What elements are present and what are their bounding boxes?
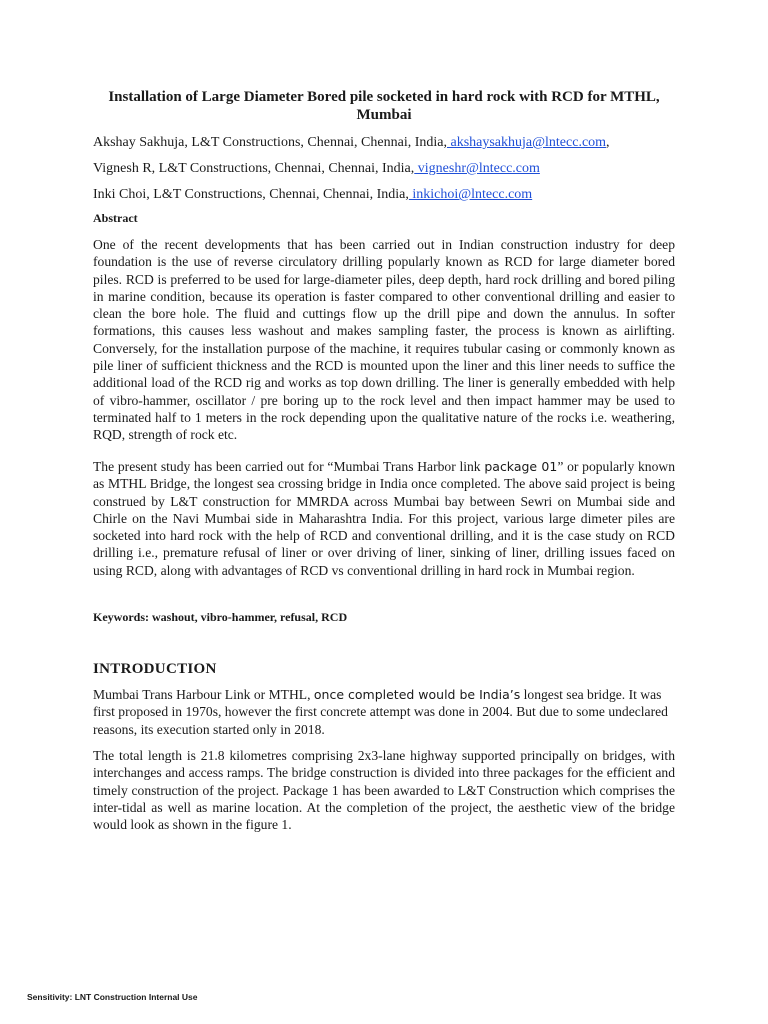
intro-paragraph <box>93 686 675 738</box>
keywords-line: Keywords: washout, vibro-hammer, refusal, RCD <box>93 610 348 624</box>
abstract-text: The present study has been carried out for “Mumbai Trans Harbor link <box>93 459 485 474</box>
package-label: package 01 <box>484 459 558 474</box>
abstract-paragraph <box>93 458 675 579</box>
abstract-heading: Abstract <box>93 211 138 225</box>
section-heading: INTRODUCTION <box>93 661 217 677</box>
sensitivity-footer: Sensitivity: LNT Construction Internal Use <box>27 992 198 1002</box>
author-email-link[interactable]: inkichoi@lntecc.com <box>408 187 533 202</box>
author-line <box>93 160 675 177</box>
intro-text: Mumbai Trans Harbour Link or MTHL, <box>93 687 314 702</box>
intro-paragraph: The total length is 21.8 kilometres comprising 2x3-lane highway supported principally on bridges, with interchanges and access ramps. The bridge construction is divided into three packages for the efficient and timely construction of the project. Package 1 has been awarded to L&T Construction which comprises the inter-tidal as well as marine location. At the completion of the project, the aesthetic view of the bridge would look as shown in the figure 1. <box>93 748 675 833</box>
abstract-text: ” or popularly known as MTHL Bridge, the longest sea crossing bridge in India once completed. The above said project is being construed by L&T construction for MMRDA across Mumbai bay between Sewri on Mumbai side and Chirle on the Navi Mumbai side in Maharashtra India. For this project, various large dimeter piles are socketed into hard rock with the help of RCD and conventional drilling, and it is the case study on RCD drilling i.e., premature refusal of liner or over driving of liner, sinking of liner, drilling issues faced on using RCD, along with advantages of RCD vs conventional drilling in hard rock in Mumbai region. <box>93 459 675 578</box>
author-line <box>93 186 675 203</box>
author-affiliation: Inki Choi, L&T Constructions, Chennai, Chennai, India, <box>93 187 409 202</box>
paper-title: Installation of Large Diameter Bored pile socketed in hard rock with RCD for MTHL, Mumbai <box>108 89 660 123</box>
author-line <box>93 134 675 151</box>
author-affiliation: Vignesh R, L&T Constructions, Chennai, Chennai, India, <box>93 161 415 176</box>
author-affiliation: Akshay Sakhuja, L&T Constructions, Chennai, Chennai, India, <box>93 135 447 150</box>
abstract-paragraph: One of the recent developments that has been carried out in Indian construction industry for deep foundation is the use of reverse circulatory drilling popularly known as RCD for large diameter bored piles. RCD is preferred to be used for large-diameter piles, deep depth, hard rock drilling and bored piling in marine condition, because its operation is faster compared to other conventional drilling and easier to clean the bore hole. The fluid and cuttings flow up the drill pipe and down the annulus. In softer formations, this causes less washout and makes sampling faster, the process is known as airlifting. Conversely, for the installation purpose of the machine, it requires tubular casing or commonly known as pile liner of sufficient thickness and the RCD is mounted upon the liner and this liner needs to suffice the additional load of the RCD rig and works as top down drilling. The liner is generally embedded with help of vibro-hammer, oscillator / pre boring up to the rock level and then impact hammer may be used to terminated half to 1 meters in the rock depending upon the qualitative nature of the rocks i.e. weathering, RQD, strength of rock etc. <box>93 237 675 443</box>
author-trail: , <box>606 135 610 150</box>
intro-text: longest sea bridge. It was first proposed in 1970s, however the first concrete attempt was done in 2004. But due to some undeclared reasons, its execution started only in 2018. <box>93 687 668 737</box>
author-email-link[interactable]: akshaysakhuja@lntecc.com <box>446 135 607 150</box>
intro-sans-phrase: once completed would be India’s <box>313 687 521 702</box>
author-email-link[interactable]: vigneshr@lntecc.com <box>414 161 540 176</box>
